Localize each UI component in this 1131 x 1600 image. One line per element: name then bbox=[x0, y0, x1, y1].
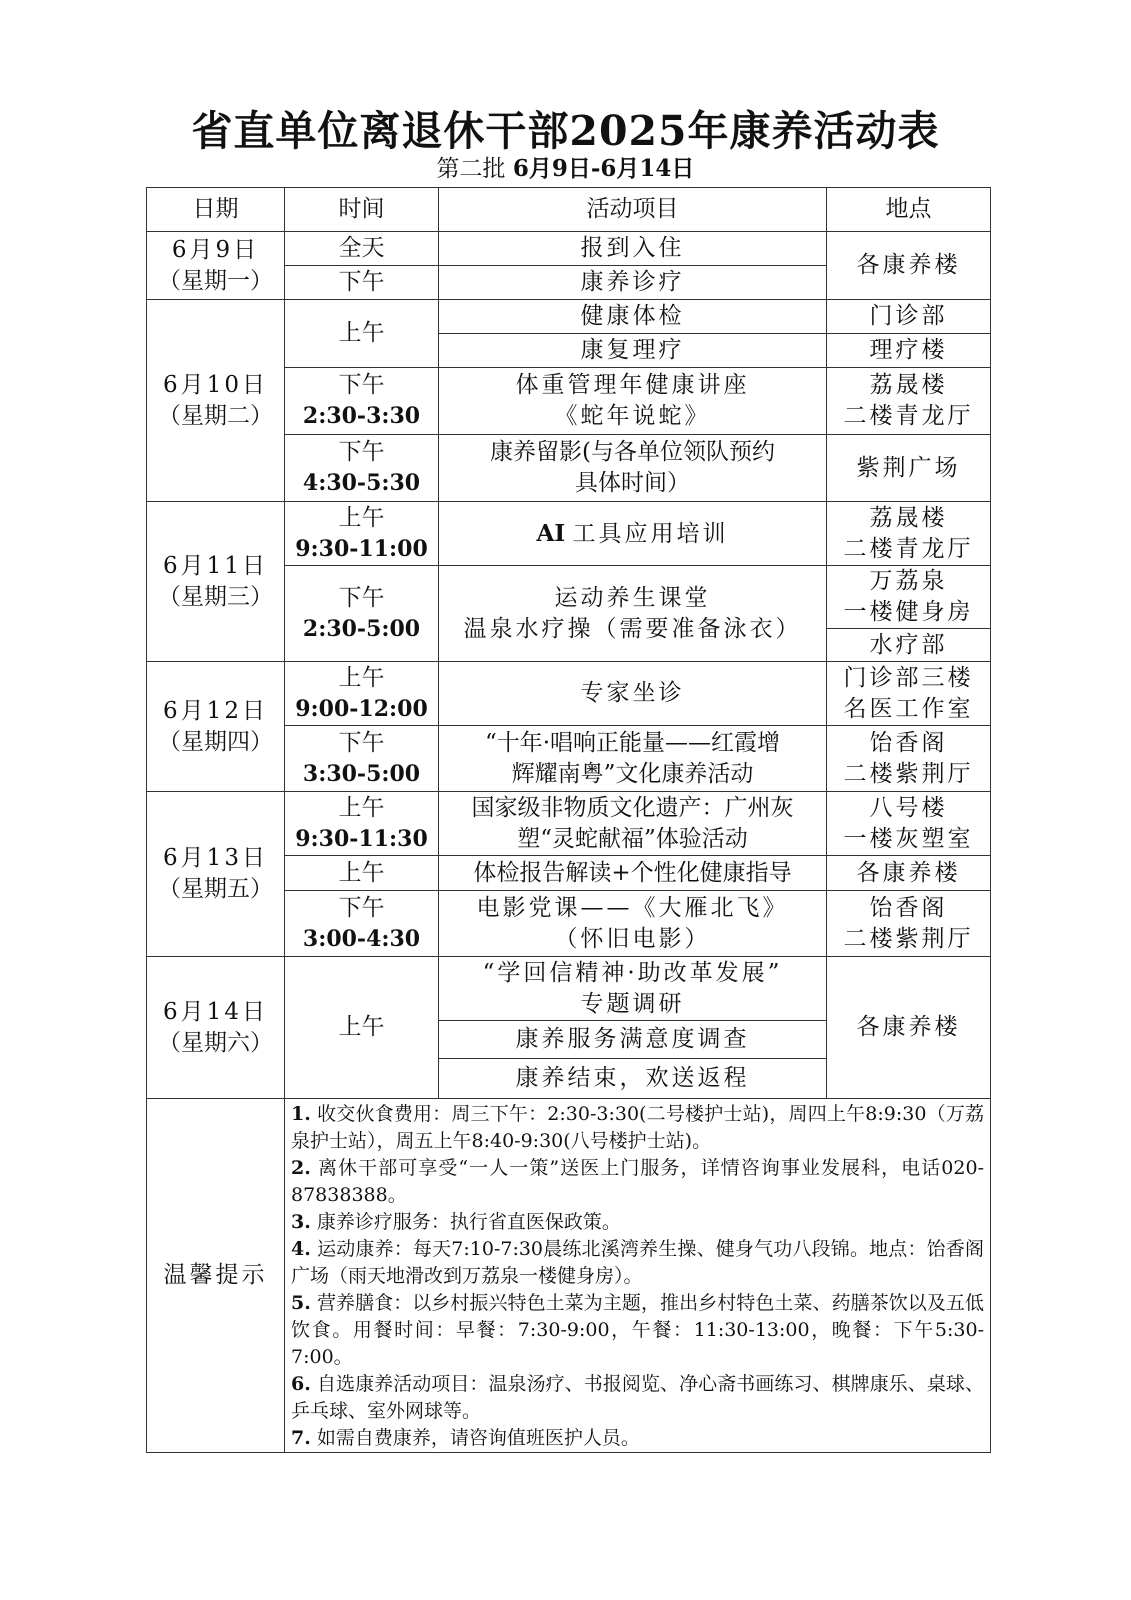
activity-cell: 国家级非物质文化遗产：广州灰 塑“灵蛇献福”体验活动 bbox=[439, 792, 827, 856]
tip-item: 7. 如需自费康养，请咨询值班医护人员。 bbox=[291, 1427, 640, 1449]
place-cell: 水疗部 bbox=[827, 629, 991, 662]
batch-label: 第二批 bbox=[436, 156, 506, 182]
place-cell: 各康养楼 bbox=[827, 232, 991, 300]
activity-cell: 康复理疗 bbox=[439, 334, 827, 368]
place-cell: 门诊部三楼 名医工作室 bbox=[827, 662, 991, 726]
activity-cell: 报到入住 bbox=[439, 232, 827, 266]
tips-label: 温馨提示 bbox=[147, 1099, 285, 1453]
activity-cell: “十年·唱响正能量——红霞增 辉耀南粤”文化康养活动 bbox=[439, 726, 827, 792]
activity-cell: 体重管理年健康讲座 《蛇年说蛇》 bbox=[439, 368, 827, 435]
date-cell: 6月10日 （星期二） bbox=[147, 300, 285, 502]
tip-item: 1. 收交伙食费用：周三下午：2:30-3:30(二号楼护士站)，周四上午8:9:30（万荔泉护士站），周五上午8:40-9:30(八号楼护士站)。 bbox=[291, 1103, 984, 1152]
table-row bbox=[147, 792, 991, 856]
table-row bbox=[147, 300, 991, 334]
time-cell: 上午 9:30-11:30 bbox=[285, 792, 439, 856]
time-cell: 下午 3:00-4:30 bbox=[285, 891, 439, 957]
date-cell: 6月14日 （星期六） bbox=[147, 957, 285, 1099]
place-cell: 八号楼 一楼灰塑室 bbox=[827, 792, 991, 856]
tip-item: 6. 自选康养活动项目：温泉汤疗、书报阅览、净心斋书画练习、棋牌康乐、桌球、乒乓球、室外网球等。 bbox=[291, 1373, 984, 1422]
activity-cell: 运动养生课堂 温泉水疗操（需要准备泳衣） bbox=[439, 566, 827, 662]
place-cell: 饴香阁 二楼紫荆厅 bbox=[827, 726, 991, 792]
date-cell: 6月9日 （星期一） bbox=[147, 232, 285, 300]
time-cell: 下午 4:30-5:30 bbox=[285, 435, 439, 502]
activity-cell: “学回信精神·助改革发展” 专题调研 bbox=[439, 957, 827, 1021]
time-cell: 下午 2:30-3:30 bbox=[285, 368, 439, 435]
header-activity: 活动项目 bbox=[439, 188, 827, 232]
time-cell: 上午 9:30-11:00 bbox=[285, 502, 439, 566]
page-subtitle bbox=[0, 150, 1131, 183]
activity-cell: AI 工具应用培训 bbox=[439, 502, 827, 566]
header-time: 时间 bbox=[285, 188, 439, 232]
time-cell: 上午 bbox=[285, 957, 439, 1099]
date-range: 6月9日-6月14日 bbox=[512, 155, 695, 182]
place-cell: 饴香阁 二楼紫荆厅 bbox=[827, 891, 991, 957]
time-cell: 下午 bbox=[285, 266, 439, 300]
activity-cell: 康养诊疗 bbox=[439, 266, 827, 300]
tips-content bbox=[285, 1099, 991, 1453]
place-cell: 万荔泉 一楼健身房 bbox=[827, 566, 991, 629]
time-cell: 上午 9:00-12:00 bbox=[285, 662, 439, 726]
table-row bbox=[147, 662, 991, 726]
place-cell: 荔晟楼 二楼青龙厅 bbox=[827, 368, 991, 435]
schedule-table bbox=[146, 187, 991, 1453]
header-place: 地点 bbox=[827, 188, 991, 232]
date-cell: 6月11日 （星期三） bbox=[147, 502, 285, 662]
activity-cell: 电影党课——《大雁北飞》 （怀旧电影） bbox=[439, 891, 827, 957]
time-cell: 下午 2:30-5:00 bbox=[285, 566, 439, 662]
header-date: 日期 bbox=[147, 188, 285, 232]
time-cell: 上午 bbox=[285, 300, 439, 368]
place-cell: 各康养楼 bbox=[827, 856, 991, 891]
tip-item: 5. 营养膳食：以乡村振兴特色土菜为主题，推出乡村特色土菜、药膳茶饮以及五低饮食。用餐时间：早餐：7:30-9:00，午餐：11:30-13:00，晚餐：下午5:30-7:00。 bbox=[291, 1292, 984, 1368]
time-cell: 全天 bbox=[285, 232, 439, 266]
place-cell: 紫荆广场 bbox=[827, 435, 991, 502]
activity-cell: 体检报告解读+个性化健康指导 bbox=[439, 856, 827, 891]
activity-cell: 康养留影(与各单位领队预约 具体时间） bbox=[439, 435, 827, 502]
place-cell: 荔晟楼 二楼青龙厅 bbox=[827, 502, 991, 566]
activity-cell: 康养服务满意度调查 bbox=[439, 1021, 827, 1059]
activity-cell: 健康体检 bbox=[439, 300, 827, 334]
activity-cell: 康养结束，欢送返程 bbox=[439, 1059, 827, 1099]
tip-item: 3. 康养诊疗服务：执行省直医保政策。 bbox=[291, 1211, 621, 1233]
table-row bbox=[147, 502, 991, 566]
place-cell: 门诊部 bbox=[827, 300, 991, 334]
tip-item: 2. 离休干部可享受“一人一策”送医上门服务，详情咨询事业发展科，电话020-87838388。 bbox=[291, 1157, 984, 1206]
tips-row bbox=[147, 1099, 991, 1453]
time-cell: 上午 bbox=[285, 856, 439, 891]
table-row bbox=[147, 957, 991, 1021]
date-cell: 6月13日 （星期五） bbox=[147, 792, 285, 957]
table-row bbox=[147, 232, 991, 266]
time-cell: 下午 3:30-5:00 bbox=[285, 726, 439, 792]
place-cell: 各康养楼 bbox=[827, 957, 991, 1099]
page-title: 省直单位离退休干部2025年康养活动表 bbox=[191, 107, 940, 155]
date-cell: 6月12日 （星期四） bbox=[147, 662, 285, 792]
header-row bbox=[147, 188, 991, 232]
activity-cell: 专家坐诊 bbox=[439, 662, 827, 726]
tip-item: 4. 运动康养：每天7:10-7:30晨练北溪湾养生操、健身气功八段锦。地点：饴香阁广场（雨天地滑改到万荔泉一楼健身房）。 bbox=[291, 1238, 984, 1287]
place-cell: 理疗楼 bbox=[827, 334, 991, 368]
